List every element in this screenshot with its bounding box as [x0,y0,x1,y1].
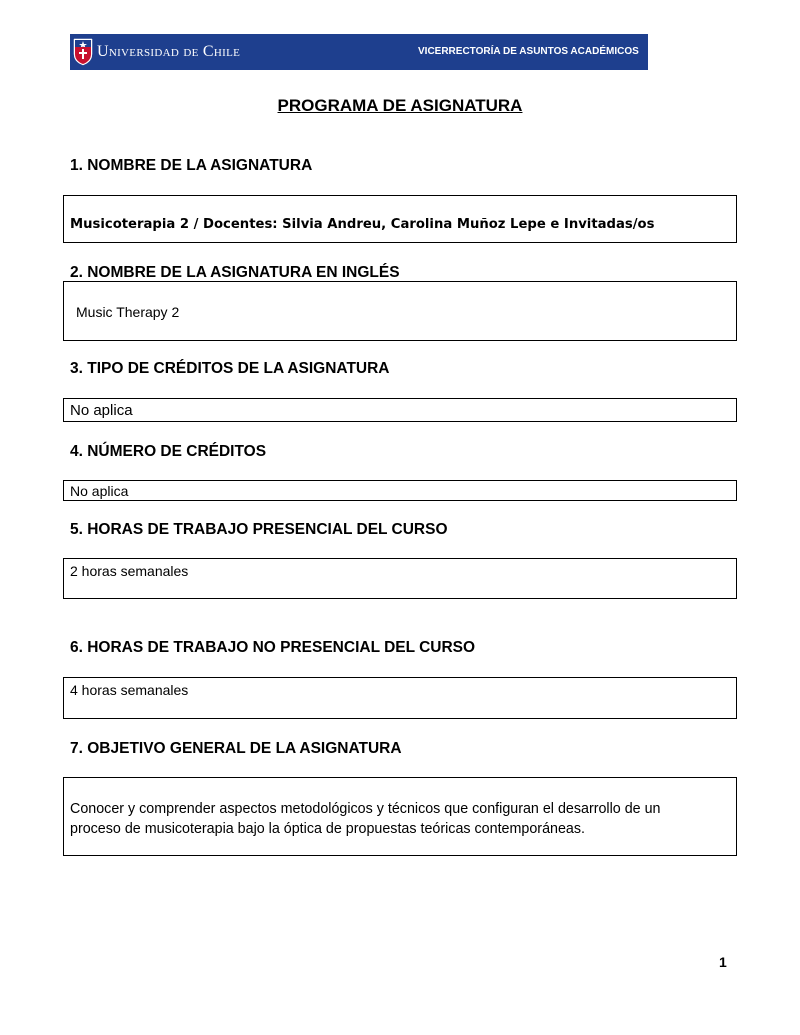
objective-line-2: proceso de musicoterapia bajo la óptica de propuestas teóricas contemporáneas. [70,821,585,837]
section-7-box [63,777,737,856]
course-name-value: Musicoterapia 2 / Docentes: Silvia Andreu, Carolina Muñoz Lepe e Invitadas/os [70,217,655,232]
vicerrectoria-label: VICERRECTORÍA DE ASUNTOS ACADÉMICOS [418,46,639,57]
section-5-box [63,558,737,599]
section-6-box [63,677,737,719]
credit-type-value: No aplica [70,402,133,419]
section-7-heading: 7. OBJETIVO GENERAL DE LA ASIGNATURA [70,740,402,757]
section-6-heading: 6. HORAS DE TRABAJO NO PRESENCIAL DEL CURSO [70,639,476,656]
non-presential-hours-value: 4 horas semanales [70,682,189,698]
section-2-heading: 2. NOMBRE DE LA ASIGNATURA EN INGLÉS [70,264,400,281]
university-name: Universidad de Chile [97,43,241,60]
document-title: PROGRAMA DE ASIGNATURA [277,96,523,115]
presential-hours-value: 2 horas semanales [70,563,189,579]
section-4-heading: 4. NÚMERO DE CRÉDITOS [70,443,267,460]
header-banner [70,34,648,70]
section-2-box [63,281,737,341]
section-3-heading: 3. TIPO DE CRÉDITOS DE LA ASIGNATURA [70,360,390,377]
section-4-box [63,480,737,501]
section-5-heading: 5. HORAS DE TRABAJO PRESENCIAL DEL CURSO [70,521,448,538]
section-1-heading: 1. NOMBRE DE LA ASIGNATURA [70,157,313,174]
section-1-box [63,195,737,243]
university-crest-icon [73,38,93,66]
page-number: 1 [719,954,727,970]
credit-number-value: No aplica [70,483,129,499]
objective-line-1: Conocer y comprender aspectos metodológicos y técnicos que configuran el desarrollo de un [70,801,661,817]
section-3-box [63,398,737,422]
course-english-name-value: Music Therapy 2 [76,304,180,320]
